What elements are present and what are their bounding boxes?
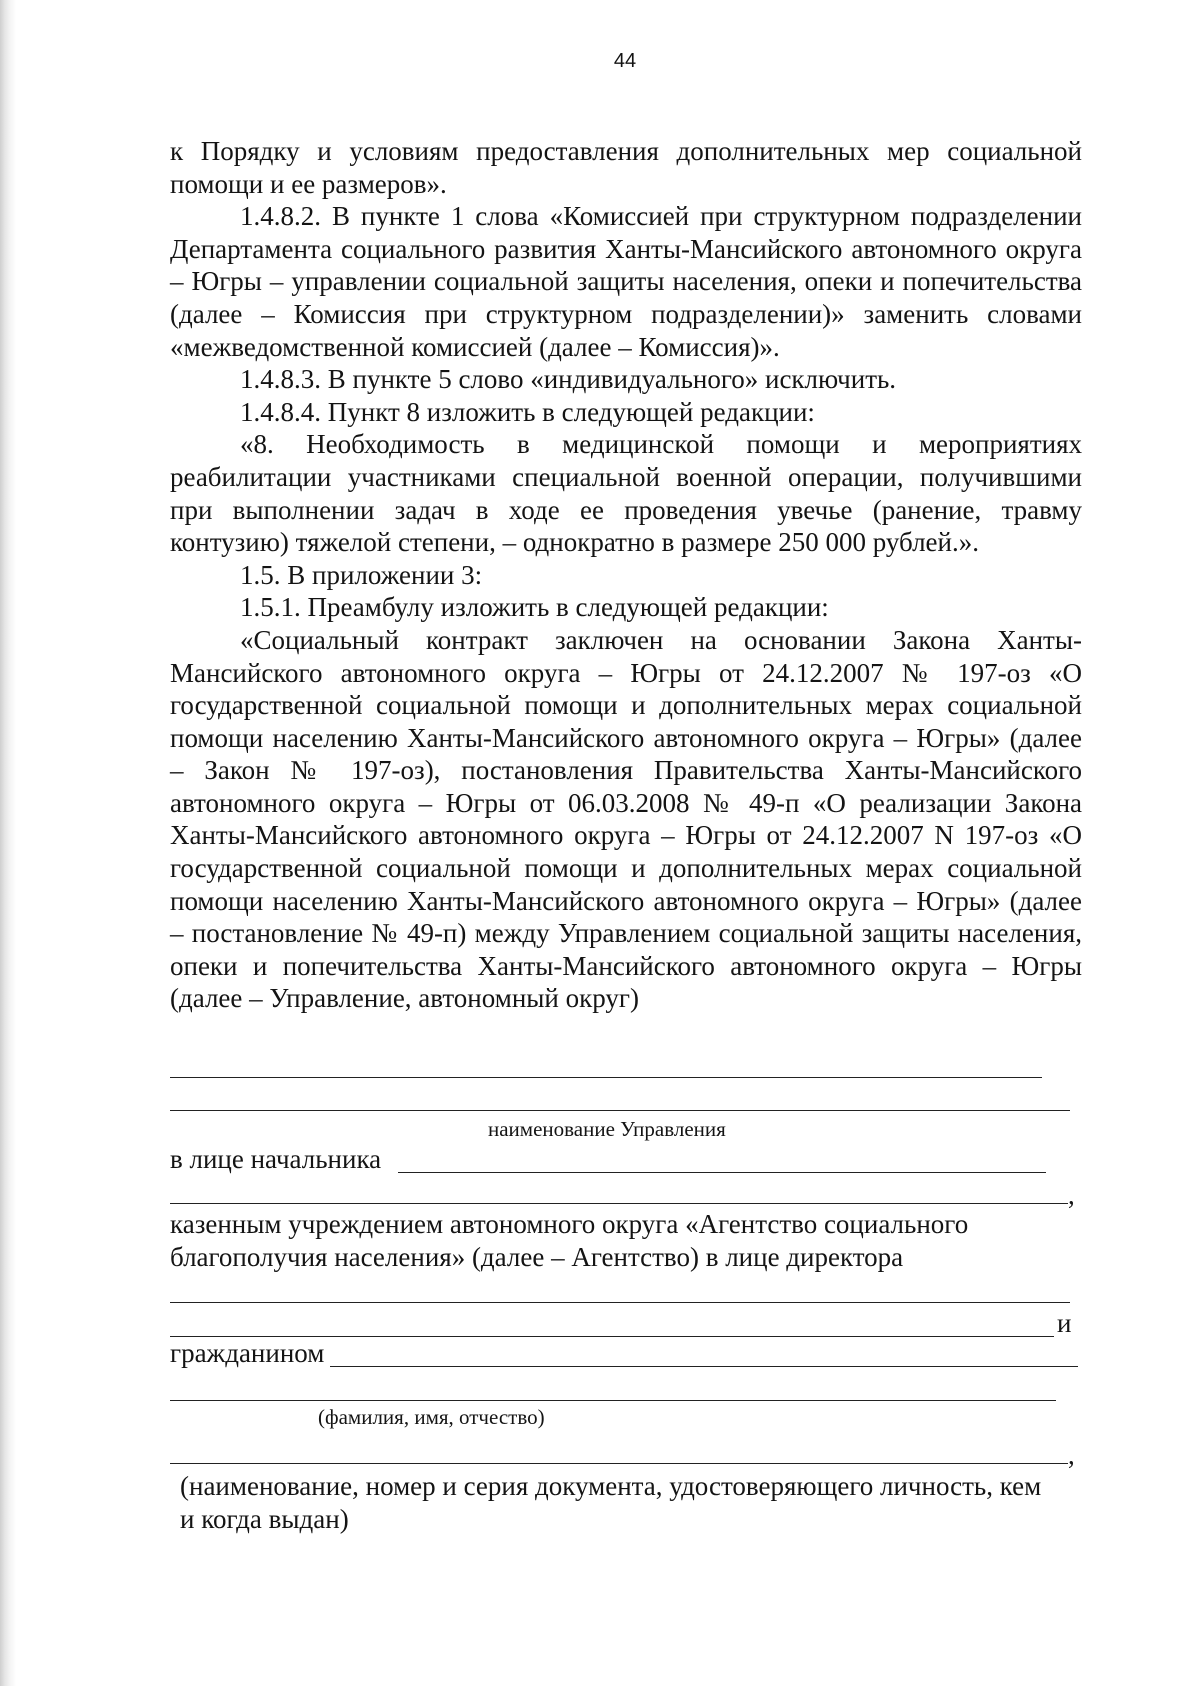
and-word: и [1057, 1308, 1072, 1338]
head-label: в лице начальника [170, 1144, 382, 1174]
agency-text: казенным учреждением автономного округа «Агентство социального благополучия населения» (далее – Агентство) в лице директора [170, 1209, 969, 1272]
head-name-line-2 [170, 1203, 1068, 1204]
management-name-line-2 [170, 1110, 1070, 1111]
citizen-name-line [330, 1366, 1078, 1367]
paragraph-1-4-8-3: 1.4.8.3. В пункте 5 слово «индивидуального» исключить. [240, 364, 897, 395]
page-number: 44 [613, 50, 637, 72]
comma-2: , [1068, 1440, 1075, 1470]
paragraph-1-5: 1.5. В приложении 3: [240, 559, 483, 590]
paragraph-intro: к Порядку и условиям предоставления дополнительных мер социальной помощи и ее размеров». [170, 136, 1082, 199]
paragraph-1-5-1: 1.5.1. Преамбулу изложить в следующей редакции: [240, 592, 829, 623]
director-line-1 [170, 1302, 1070, 1303]
citizen-name-line-2 [170, 1400, 1056, 1401]
head-name-line [398, 1172, 1046, 1173]
comma-1: , [1068, 1180, 1075, 1210]
fio-caption: (фамилия, имя, отчество) [318, 1405, 545, 1429]
paragraph-preamble: «Социальный контракт заключен на основании Закона Ханты-Мансийского автономного округа – Югры от 24.12.2007 № 197-оз «О государственной социальной помощи и дополнительных мерах социальной помощи населению Ханты-Мансийского автономного округа – Югры» (далее – Закон № 197-оз), постановления Правительства Ханты-Мансийского автономного округа – Югры от 06.03.2008 № 49-п «О реализации Закона Ханты-Мансийского автономного округа – Югры от 24.12.2007 N 197-оз «О государственной социальной помощи и дополнительных мерах социальной помощи населению Ханты-Мансийского автономного округа – Югры» (далее – постановление № 49-п) между Управлением социальной защиты населения, опеки и попечительства Ханты-Мансийского автономного округа – Югры (далее – Управление, автономный округ) [170, 624, 1082, 1014]
document-caption-block [180, 1470, 1060, 1535]
agency-paragraph [170, 1208, 1040, 1273]
citizen-label: гражданином [170, 1338, 325, 1368]
scan-edge [0, 0, 16, 1686]
management-name-line-1 [170, 1077, 1042, 1078]
paragraph-point-8: «8. Необходимость в медицинской помощи и мероприятиях реабилитации участниками специальной военной операции, получившими при выполнении задач в ходе ее проведения увечье (ранение, травму контузию) тяжелой степени, – однократно в размере 250 000 рублей.». [170, 429, 1082, 558]
paragraph-1-4-8-4: 1.4.8.4. Пункт 8 изложить в следующей редакции: [240, 396, 815, 427]
document-body [170, 135, 1082, 1015]
document-caption: (наименование, номер и серия документа, удостоверяющего личность, кем и когда выдан) [180, 1471, 1042, 1534]
director-line-2 [170, 1336, 1054, 1337]
paragraph-1-4-8-2: 1.4.8.2. В пункте 1 слова «Комиссией при структурном подразделении Департамента социального развития Ханты-Мансийского автономного округа – Югры – управлении социальной защиты населения, опеки и попечительства (далее – Комиссия при структурном подразделении)» заменить словами «межведомственной комиссией (далее – Комиссия)». [170, 201, 1082, 362]
management-caption: наименование Управления [488, 1117, 726, 1141]
document-line [170, 1463, 1068, 1464]
